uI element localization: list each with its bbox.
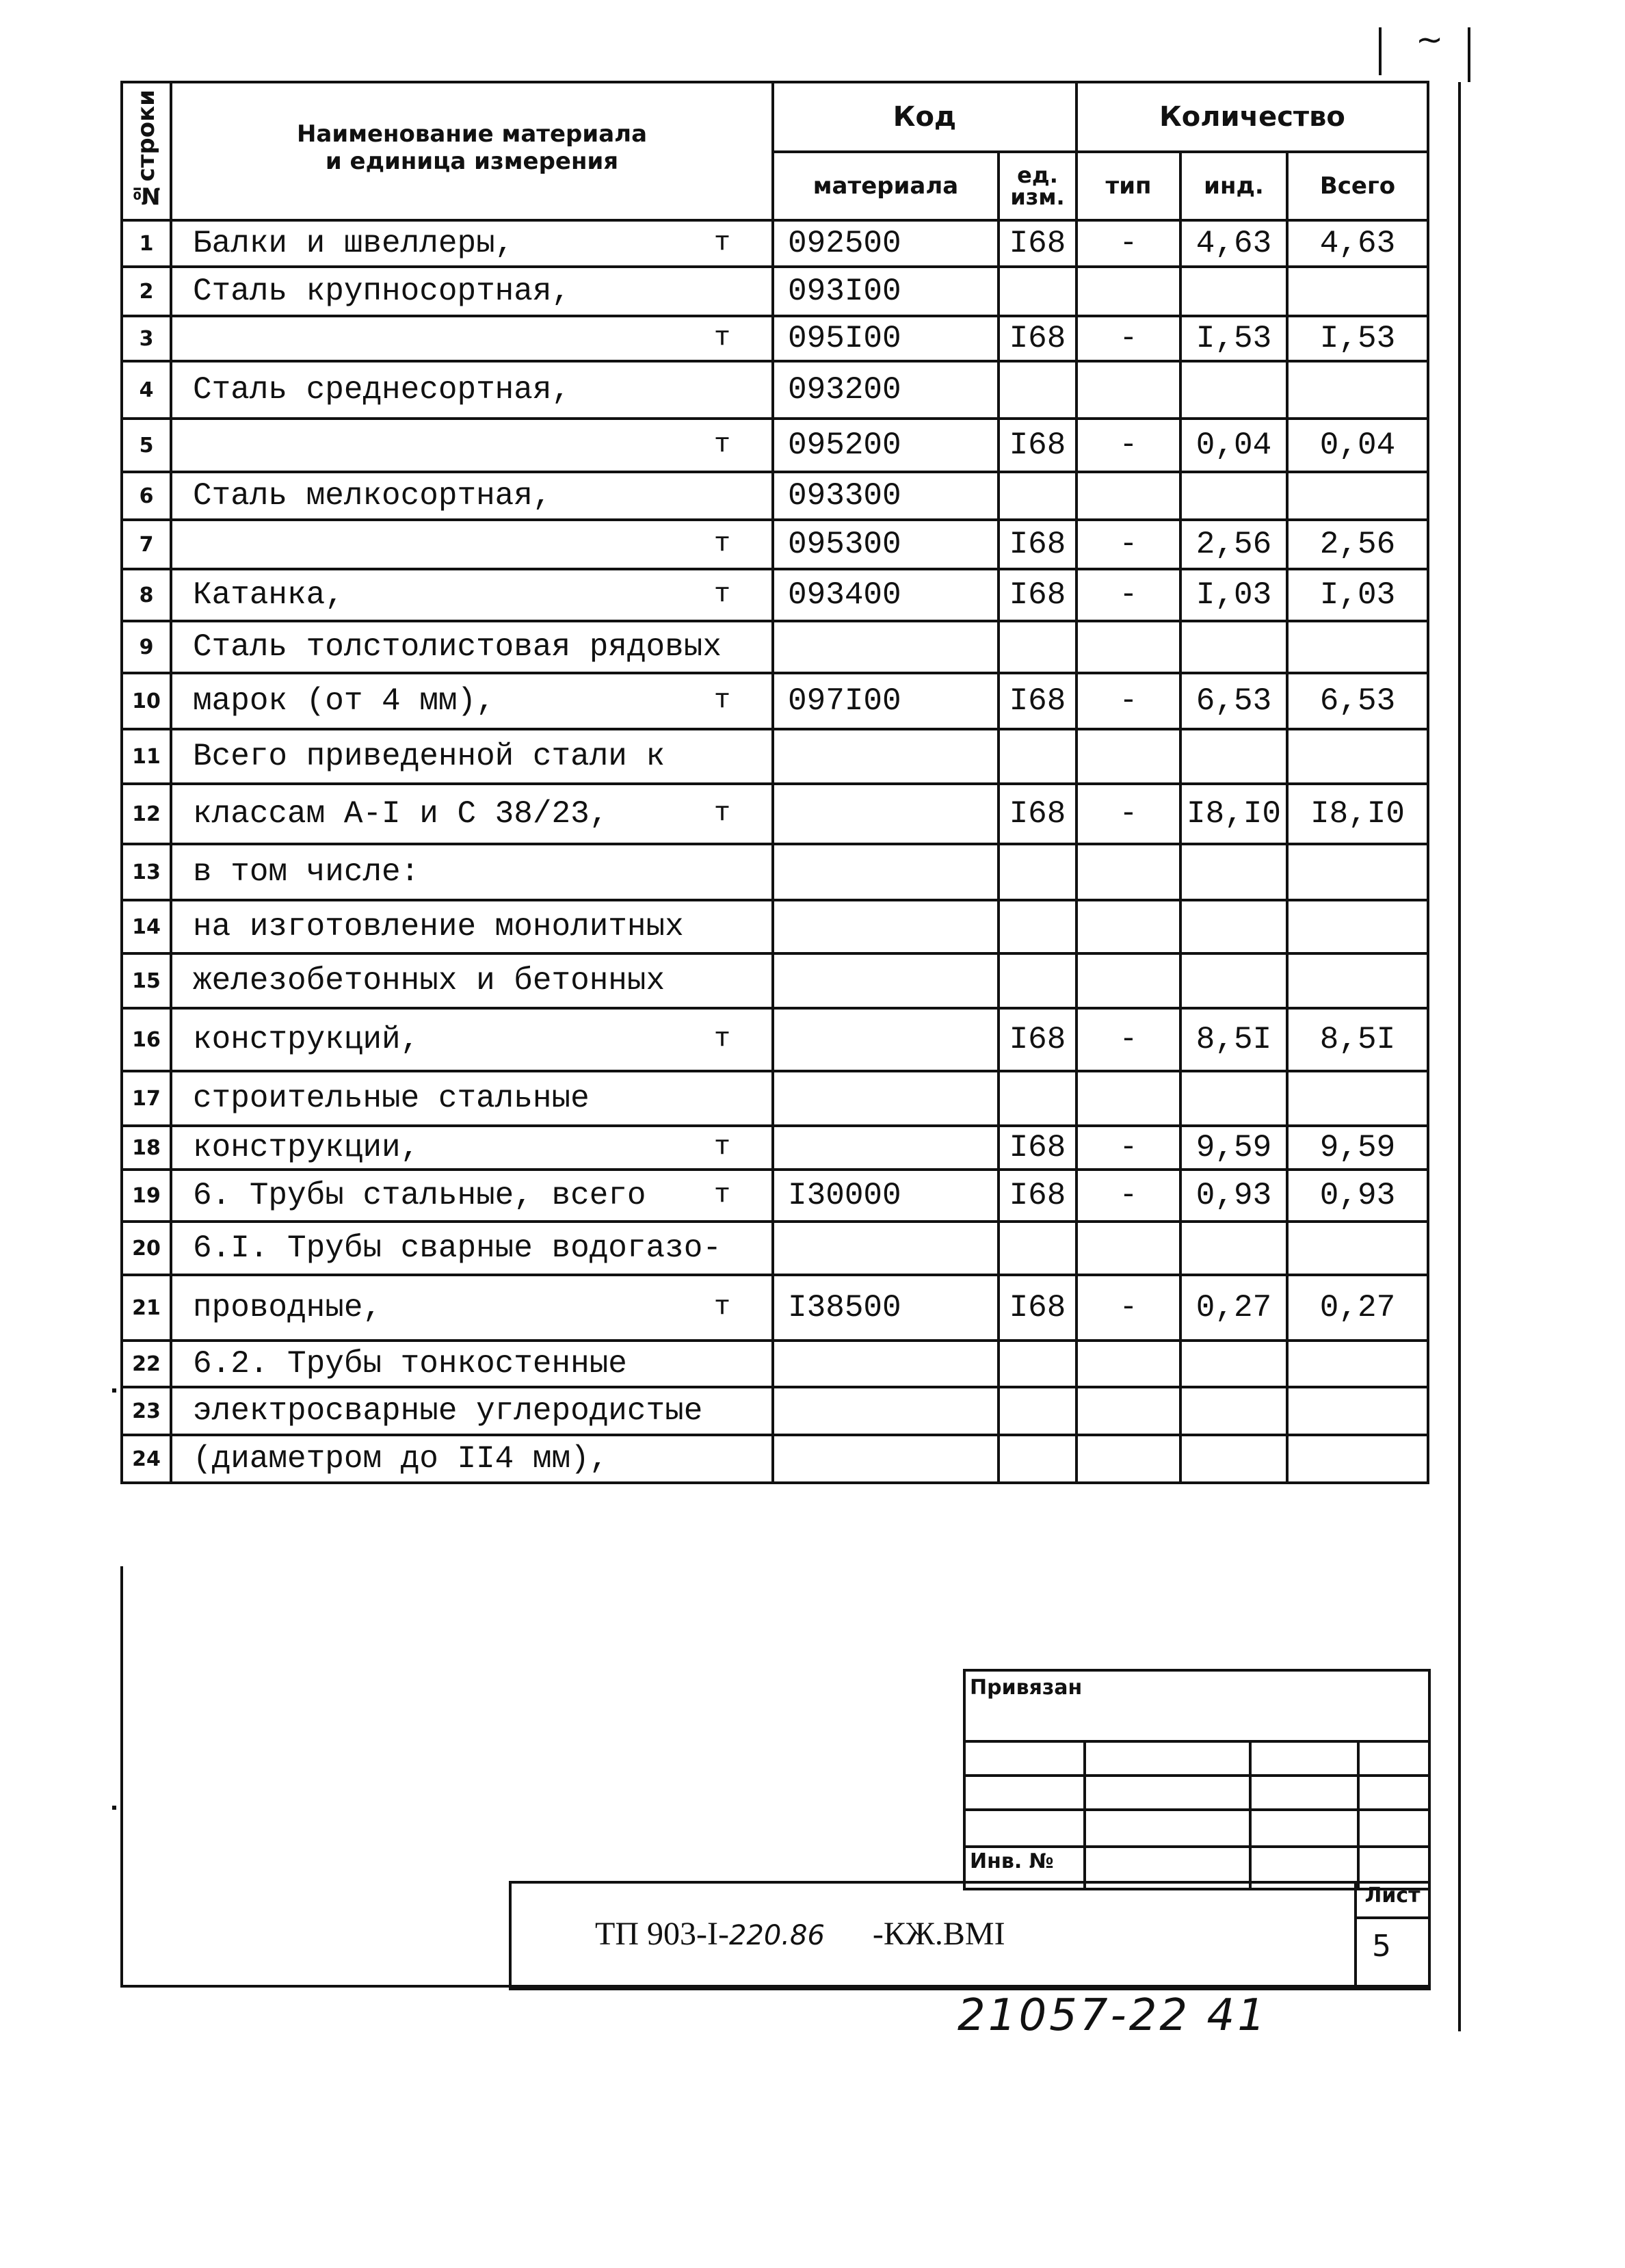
table-row	[122, 844, 1428, 900]
qty-total: 4,63	[1287, 220, 1428, 267]
material-name: (диаметром до II4 мм),	[171, 1435, 773, 1483]
qty-ind	[1180, 472, 1287, 520]
unit-code	[999, 1071, 1076, 1126]
qty-ind	[1180, 1071, 1287, 1126]
material-name: Сталь крупносортная,	[171, 267, 773, 316]
table-row	[122, 1435, 1428, 1483]
material-name: Сталь толстолистовая рядовых	[171, 621, 773, 673]
row-number: 6	[122, 472, 171, 520]
qty-ind	[1180, 953, 1287, 1008]
row-number: 16	[122, 1008, 171, 1071]
inventory-number-label: Инв. №	[970, 1849, 1054, 1873]
header-qty-total: Всего	[1287, 152, 1428, 220]
handwritten-inventory-number: 21057-22 41	[957, 1990, 1268, 2041]
qty-type: -	[1076, 1126, 1180, 1170]
header-qty-type: тип	[1076, 152, 1180, 220]
qty-total	[1287, 361, 1428, 419]
qty-type	[1076, 267, 1180, 316]
table-row	[122, 472, 1428, 520]
qty-ind	[1180, 1341, 1287, 1387]
qty-total	[1287, 1222, 1428, 1275]
unit-label: т	[713, 1292, 730, 1323]
row-number: 13	[122, 844, 171, 900]
unit-label: т	[713, 323, 730, 354]
qty-ind	[1180, 361, 1287, 419]
material-code	[773, 1222, 999, 1275]
material-code	[773, 729, 999, 784]
material-code	[773, 1387, 999, 1435]
row-number: 18	[122, 1126, 171, 1170]
material-name: марок (от 4 мм), т	[171, 673, 773, 729]
unit-label: т	[713, 1024, 730, 1055]
unit-label: т	[713, 1132, 730, 1163]
qty-type	[1076, 472, 1180, 520]
header-quantity-group: Количество	[1076, 82, 1428, 152]
material-name: железобетонных и бетонных	[171, 953, 773, 1008]
qty-type	[1076, 1071, 1180, 1126]
unit-label: т	[713, 579, 730, 611]
row-number: 8	[122, 569, 171, 621]
qty-type: -	[1076, 419, 1180, 472]
qty-total: I,53	[1287, 316, 1428, 361]
material-code: I30000	[773, 1170, 999, 1222]
qty-total	[1287, 1435, 1428, 1483]
unit-code: I68	[999, 673, 1076, 729]
row-number: 19	[122, 1170, 171, 1222]
qty-total: 9,59	[1287, 1126, 1428, 1170]
document-code: ТП 903-I-220.86 -КЖ.ВМI	[595, 1916, 1005, 1952]
sheet-number: 5	[1372, 1929, 1391, 1964]
qty-type	[1076, 729, 1180, 784]
unit-code	[999, 1435, 1076, 1483]
qty-ind	[1180, 729, 1287, 784]
qty-type	[1076, 953, 1180, 1008]
unit-code: I68	[999, 1275, 1076, 1341]
qty-total	[1287, 267, 1428, 316]
material-name: Сталь среднесортная,	[171, 361, 773, 419]
material-name: классам А-I и С 38/23, т	[171, 784, 773, 844]
row-number: 20	[122, 1222, 171, 1275]
qty-ind: I8,I0	[1180, 784, 1287, 844]
row-number: 1	[122, 220, 171, 267]
unit-label: т	[713, 228, 730, 259]
row-number: 23	[122, 1387, 171, 1435]
unit-code	[999, 953, 1076, 1008]
table-row	[122, 673, 1428, 729]
material-name: проводные, т	[171, 1275, 773, 1341]
unit-label: т	[713, 685, 730, 717]
material-code: 095200	[773, 419, 999, 472]
row-number: 10	[122, 673, 171, 729]
unit-code: I68	[999, 1170, 1076, 1222]
qty-ind	[1180, 1222, 1287, 1275]
qty-total: 6,53	[1287, 673, 1428, 729]
material-name: на изготовление монолитных	[171, 900, 773, 953]
table-row	[122, 361, 1428, 419]
qty-ind	[1180, 844, 1287, 900]
table-row	[122, 729, 1428, 784]
qty-type: -	[1076, 520, 1180, 569]
table-row	[122, 1126, 1428, 1170]
unit-code	[999, 1222, 1076, 1275]
unit-label: т	[713, 798, 730, 830]
row-number: 22	[122, 1341, 171, 1387]
qty-type	[1076, 900, 1180, 953]
material-code: 092500	[773, 220, 999, 267]
qty-type: -	[1076, 1170, 1180, 1222]
qty-type	[1076, 1387, 1180, 1435]
table-row	[122, 1387, 1428, 1435]
qty-total: 0,93	[1287, 1170, 1428, 1222]
material-code: I38500	[773, 1275, 999, 1341]
qty-total: I,03	[1287, 569, 1428, 621]
unit-code: I68	[999, 419, 1076, 472]
unit-code	[999, 472, 1076, 520]
material-code: 093200	[773, 361, 999, 419]
material-name: Сталь мелкосортная,	[171, 472, 773, 520]
unit-code: I68	[999, 1008, 1076, 1071]
material-name	[171, 419, 773, 472]
qty-ind: 8,5I	[1180, 1008, 1287, 1071]
qty-total	[1287, 472, 1428, 520]
material-name: электросварные углеродистые	[171, 1387, 773, 1435]
qty-type	[1076, 1341, 1180, 1387]
qty-type	[1076, 621, 1180, 673]
header-qty-ind: инд.	[1180, 152, 1287, 220]
row-number: 3	[122, 316, 171, 361]
table-row	[122, 220, 1428, 267]
header-code-material: материала	[773, 152, 999, 220]
unit-code	[999, 900, 1076, 953]
qty-total: I8,I0	[1287, 784, 1428, 844]
qty-type	[1076, 361, 1180, 419]
unit-label: т	[713, 1180, 730, 1211]
qty-type	[1076, 1222, 1180, 1275]
header-code-unit: ед. изм.	[999, 152, 1076, 220]
top-frame-mark-right	[1468, 27, 1470, 82]
qty-type	[1076, 844, 1180, 900]
materials-table	[120, 81, 1429, 1484]
material-code	[773, 621, 999, 673]
table-row	[122, 419, 1428, 472]
qty-ind: 6,53	[1180, 673, 1287, 729]
material-code: 097I00	[773, 673, 999, 729]
row-number: 11	[122, 729, 171, 784]
row-number: 5	[122, 419, 171, 472]
qty-total: 2,56	[1287, 520, 1428, 569]
qty-total: 0,04	[1287, 419, 1428, 472]
table-row	[122, 1341, 1428, 1387]
qty-total: 8,5I	[1287, 1008, 1428, 1071]
row-number: 15	[122, 953, 171, 1008]
corner-mark: ~	[1416, 21, 1444, 59]
unit-code: I68	[999, 520, 1076, 569]
row-number: 14	[122, 900, 171, 953]
row-number: 21	[122, 1275, 171, 1341]
material-code	[773, 1126, 999, 1170]
qty-type: -	[1076, 1008, 1180, 1071]
unit-code	[999, 1341, 1076, 1387]
qty-ind: I,03	[1180, 569, 1287, 621]
qty-ind: 0,93	[1180, 1170, 1287, 1222]
unit-code	[999, 1387, 1076, 1435]
unit-code	[999, 729, 1076, 784]
qty-total	[1287, 1387, 1428, 1435]
material-code: 095I00	[773, 316, 999, 361]
table-row	[122, 1071, 1428, 1126]
table-row	[122, 1275, 1428, 1341]
qty-ind: I,53	[1180, 316, 1287, 361]
material-code: 093400	[773, 569, 999, 621]
unit-label: т	[713, 430, 730, 461]
material-code: 095300	[773, 520, 999, 569]
row-number: 9	[122, 621, 171, 673]
material-code	[773, 1435, 999, 1483]
qty-type: -	[1076, 784, 1180, 844]
qty-ind: 9,59	[1180, 1126, 1287, 1170]
table-row	[122, 621, 1428, 673]
unit-label: т	[713, 529, 730, 560]
unit-code: I68	[999, 316, 1076, 361]
unit-code: I68	[999, 1126, 1076, 1170]
qty-total	[1287, 621, 1428, 673]
unit-code: I68	[999, 784, 1076, 844]
table-row	[122, 1222, 1428, 1275]
qty-ind	[1180, 1435, 1287, 1483]
qty-ind: 0,27	[1180, 1275, 1287, 1341]
qty-total: 0,27	[1287, 1275, 1428, 1341]
qty-total	[1287, 729, 1428, 784]
header-code-group: Код	[773, 82, 1076, 152]
sheet-number-box	[1354, 1881, 1431, 1990]
material-code	[773, 1341, 999, 1387]
material-name: Катанка, т	[171, 569, 773, 621]
material-name: в том числе:	[171, 844, 773, 900]
sheet-label: Лист	[1357, 1884, 1428, 1919]
material-name: конструкций, т	[171, 1008, 773, 1071]
qty-type: -	[1076, 569, 1180, 621]
qty-ind: 4,63	[1180, 220, 1287, 267]
qty-total	[1287, 900, 1428, 953]
material-code	[773, 784, 999, 844]
table-row	[122, 953, 1428, 1008]
qty-type: -	[1076, 673, 1180, 729]
header-material-name: Наименование материала и единица измерения	[171, 82, 773, 220]
row-number: 2	[122, 267, 171, 316]
qty-ind	[1180, 1387, 1287, 1435]
unit-code: I68	[999, 569, 1076, 621]
material-name: Балки и швеллеры, т	[171, 220, 773, 267]
material-code	[773, 953, 999, 1008]
row-number: 4	[122, 361, 171, 419]
table-row	[122, 569, 1428, 621]
unit-code	[999, 844, 1076, 900]
stamp-block	[963, 1669, 1431, 1890]
material-name: 6.2. Трубы тонкостенные	[171, 1341, 773, 1387]
left-edge-tick	[112, 1806, 116, 1810]
material-code: 093I00	[773, 267, 999, 316]
table-row	[122, 520, 1428, 569]
qty-ind	[1180, 267, 1287, 316]
qty-total	[1287, 1341, 1428, 1387]
unit-code	[999, 621, 1076, 673]
material-code	[773, 900, 999, 953]
row-number: 12	[122, 784, 171, 844]
material-code	[773, 1008, 999, 1071]
material-name: 6. Трубы стальные, всего т	[171, 1170, 773, 1222]
table-row	[122, 1170, 1428, 1222]
qty-type	[1076, 1435, 1180, 1483]
qty-ind: 0,04	[1180, 419, 1287, 472]
material-name	[171, 316, 773, 361]
qty-total	[1287, 844, 1428, 900]
attached-label: Привязан	[970, 1676, 1083, 1700]
qty-type: -	[1076, 316, 1180, 361]
material-name: конструкции, т	[171, 1126, 773, 1170]
material-name	[171, 520, 773, 569]
table-row	[122, 267, 1428, 316]
table-row	[122, 316, 1428, 361]
qty-type: -	[1076, 220, 1180, 267]
material-name: Всего приведенной стали к	[171, 729, 773, 784]
table-row	[122, 784, 1428, 844]
qty-ind	[1180, 900, 1287, 953]
header-row-number: №строки	[122, 82, 171, 220]
material-code: 093300	[773, 472, 999, 520]
unit-code	[999, 267, 1076, 316]
right-frame-line	[1458, 82, 1461, 2031]
material-name: 6.I. Трубы сварные водогазо-	[171, 1222, 773, 1275]
unit-code	[999, 361, 1076, 419]
qty-total	[1287, 953, 1428, 1008]
material-code	[773, 1071, 999, 1126]
top-frame-mark	[1379, 27, 1382, 75]
left-edge-tick	[112, 1388, 116, 1393]
unit-code: I68	[999, 220, 1076, 267]
qty-type: -	[1076, 1275, 1180, 1341]
material-code	[773, 844, 999, 900]
row-number: 7	[122, 520, 171, 569]
qty-ind: 2,56	[1180, 520, 1287, 569]
material-name: строительные стальные	[171, 1071, 773, 1126]
qty-total	[1287, 1071, 1428, 1126]
qty-ind	[1180, 621, 1287, 673]
row-number: 24	[122, 1435, 171, 1483]
table-row	[122, 1008, 1428, 1071]
table-row	[122, 900, 1428, 953]
row-number: 17	[122, 1071, 171, 1126]
